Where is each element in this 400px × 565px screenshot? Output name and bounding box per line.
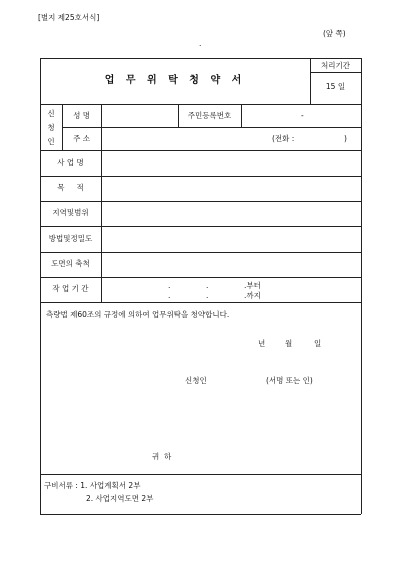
period-to-dot-1: . bbox=[168, 291, 171, 300]
addressee-label: 귀 하 bbox=[152, 452, 172, 461]
processing-period-label: 처리기간 bbox=[321, 61, 350, 70]
applicant-signature-label: 신청인 bbox=[185, 376, 207, 385]
work-period-label: 작 업 기 간 bbox=[52, 284, 89, 293]
name-label: 성 명 bbox=[73, 111, 90, 120]
address-field[interactable] bbox=[102, 128, 360, 149]
business-name-field[interactable] bbox=[102, 151, 360, 175]
business-name-label: 사 업 명 bbox=[57, 158, 84, 167]
applicant-char-1: 신 bbox=[47, 109, 55, 118]
address-label: 주 소 bbox=[73, 134, 90, 143]
method-precision-label: 방법및정밀도 bbox=[48, 234, 93, 243]
page-side-label: (앞 쪽) bbox=[323, 29, 346, 38]
name-field[interactable] bbox=[102, 105, 177, 126]
phone-label: (전화 : bbox=[272, 134, 295, 143]
date-day: 일 bbox=[314, 339, 322, 348]
statement-text: 측량법 제60조의 규정에 의하여 업무위탁을 청약합니다. bbox=[46, 310, 230, 319]
phone-close: ) bbox=[344, 134, 347, 143]
signature-note: (서명 또는 인) bbox=[266, 376, 313, 385]
map-scale-field[interactable] bbox=[102, 253, 360, 276]
date-month: 월 bbox=[285, 339, 293, 348]
applicant-char-3: 인 bbox=[47, 137, 55, 146]
processing-period-value: 15 일 bbox=[325, 82, 346, 91]
region-scope-field[interactable] bbox=[102, 202, 360, 225]
map-scale-label: 도면의 축척 bbox=[51, 259, 90, 268]
form-number: [별지 제25호서식] bbox=[38, 13, 100, 22]
period-from-dot-2: . bbox=[206, 281, 209, 290]
purpose-label: 목 적 bbox=[57, 183, 84, 192]
applicant-char-2: 청 bbox=[47, 123, 55, 132]
work-period-field[interactable] bbox=[102, 278, 360, 301]
rrn-label: 주민등록번호 bbox=[187, 111, 232, 120]
period-from-label: .부터 bbox=[244, 281, 261, 290]
period-to-label: .까지 bbox=[244, 291, 261, 300]
rrn-field[interactable] bbox=[242, 105, 360, 126]
purpose-field[interactable] bbox=[102, 177, 360, 200]
period-to-dot-2: . bbox=[206, 291, 209, 300]
period-from-dot-1: . bbox=[168, 281, 171, 290]
attachments-label: 구비서류 : 1. 사업계획서 2부 bbox=[44, 481, 141, 490]
method-precision-field[interactable] bbox=[102, 227, 360, 251]
region-scope-label: 지역및범위 bbox=[52, 208, 89, 217]
date-year: 년 bbox=[258, 339, 266, 348]
form-title: 업 무 위 탁 청 약 서 bbox=[104, 75, 246, 86]
dot-mark: . bbox=[199, 39, 202, 48]
rrn-dash: - bbox=[301, 111, 304, 120]
attachments-item-2: 2. 사업지역도면 2부 bbox=[86, 494, 154, 503]
